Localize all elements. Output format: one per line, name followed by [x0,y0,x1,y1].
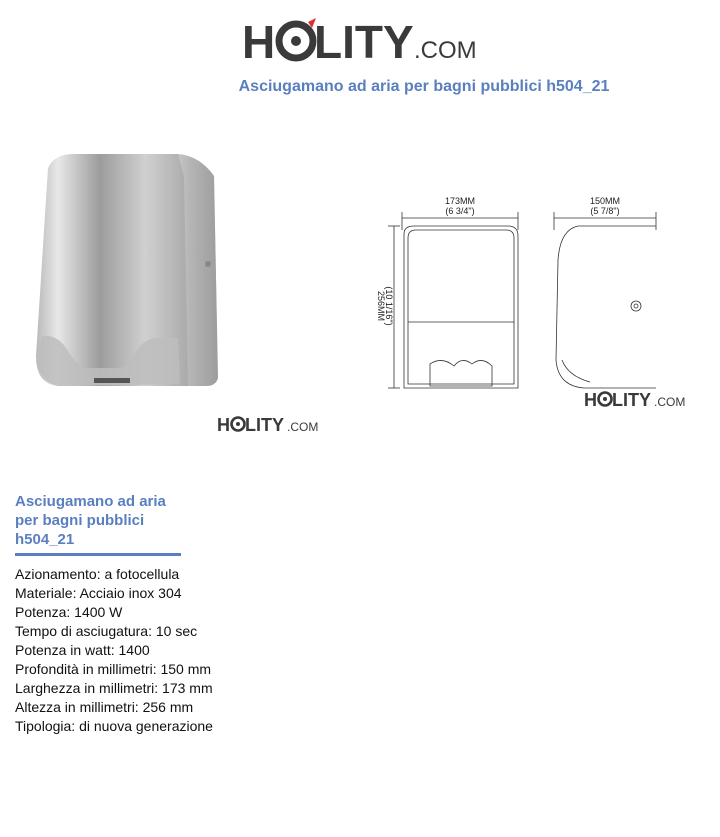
svg-text:(5 7/8"): (5 7/8") [590,206,620,216]
dimension-drawing [372,190,672,410]
spec-item: Altezza in millimetri: 256 mm [15,699,194,715]
svg-text:150MM: 150MM [589,196,621,206]
hand-dryer-photo [28,146,228,396]
page-title: Asciugamano ad aria per bagni pubblici h504_21 [238,78,610,95]
logo-letter-h: H [242,16,276,66]
spec-item: Tempo di asciugatura: 10 sec [15,623,198,639]
spec-item: Azionamento: a fotocellula [15,566,180,582]
svg-text:173MM: 173MM [444,196,476,206]
holity-logo-small [217,413,337,435]
svg-text:.COM: .COM [287,420,319,434]
svg-text:(6 3/4"): (6 3/4") [445,206,475,216]
svg-text:256MM: 256MM [376,290,386,322]
product-heading-line: h504_21 [15,531,75,548]
spec-item: Profondità in millimetri: 150 mm [15,661,212,677]
spec-item: Potenza in watt: 1400 [15,642,150,658]
heading-divider [15,553,181,556]
product-heading [15,492,215,549]
holity-logo-small-2 [584,388,704,410]
spec-item: Potenza: 1400 W [15,604,123,620]
logo-word: LITY [314,16,414,66]
svg-text:.COM: .COM [654,395,686,409]
product-heading-line: per bagni pubblici [15,512,145,529]
spec-item: Larghezza in millimetri: 173 mm [15,680,213,696]
svg-text:(10 1/16"): (10 1/16") [384,286,394,326]
spec-item: Tipologia: di nuova generazione [15,718,213,734]
svg-text:H: H [584,390,597,410]
spec-item: Materiale: Acciaio inox 304 [15,585,182,601]
holity-logo[interactable] [242,14,482,66]
svg-text:LITY: LITY [612,390,651,410]
spec-list [15,565,213,736]
product-heading-line: Asciugamano ad aria [15,493,166,510]
logo-com: .COM [414,37,477,64]
logo-target-icon [279,18,316,58]
svg-text:LITY: LITY [245,415,284,435]
svg-text:H: H [217,415,230,435]
